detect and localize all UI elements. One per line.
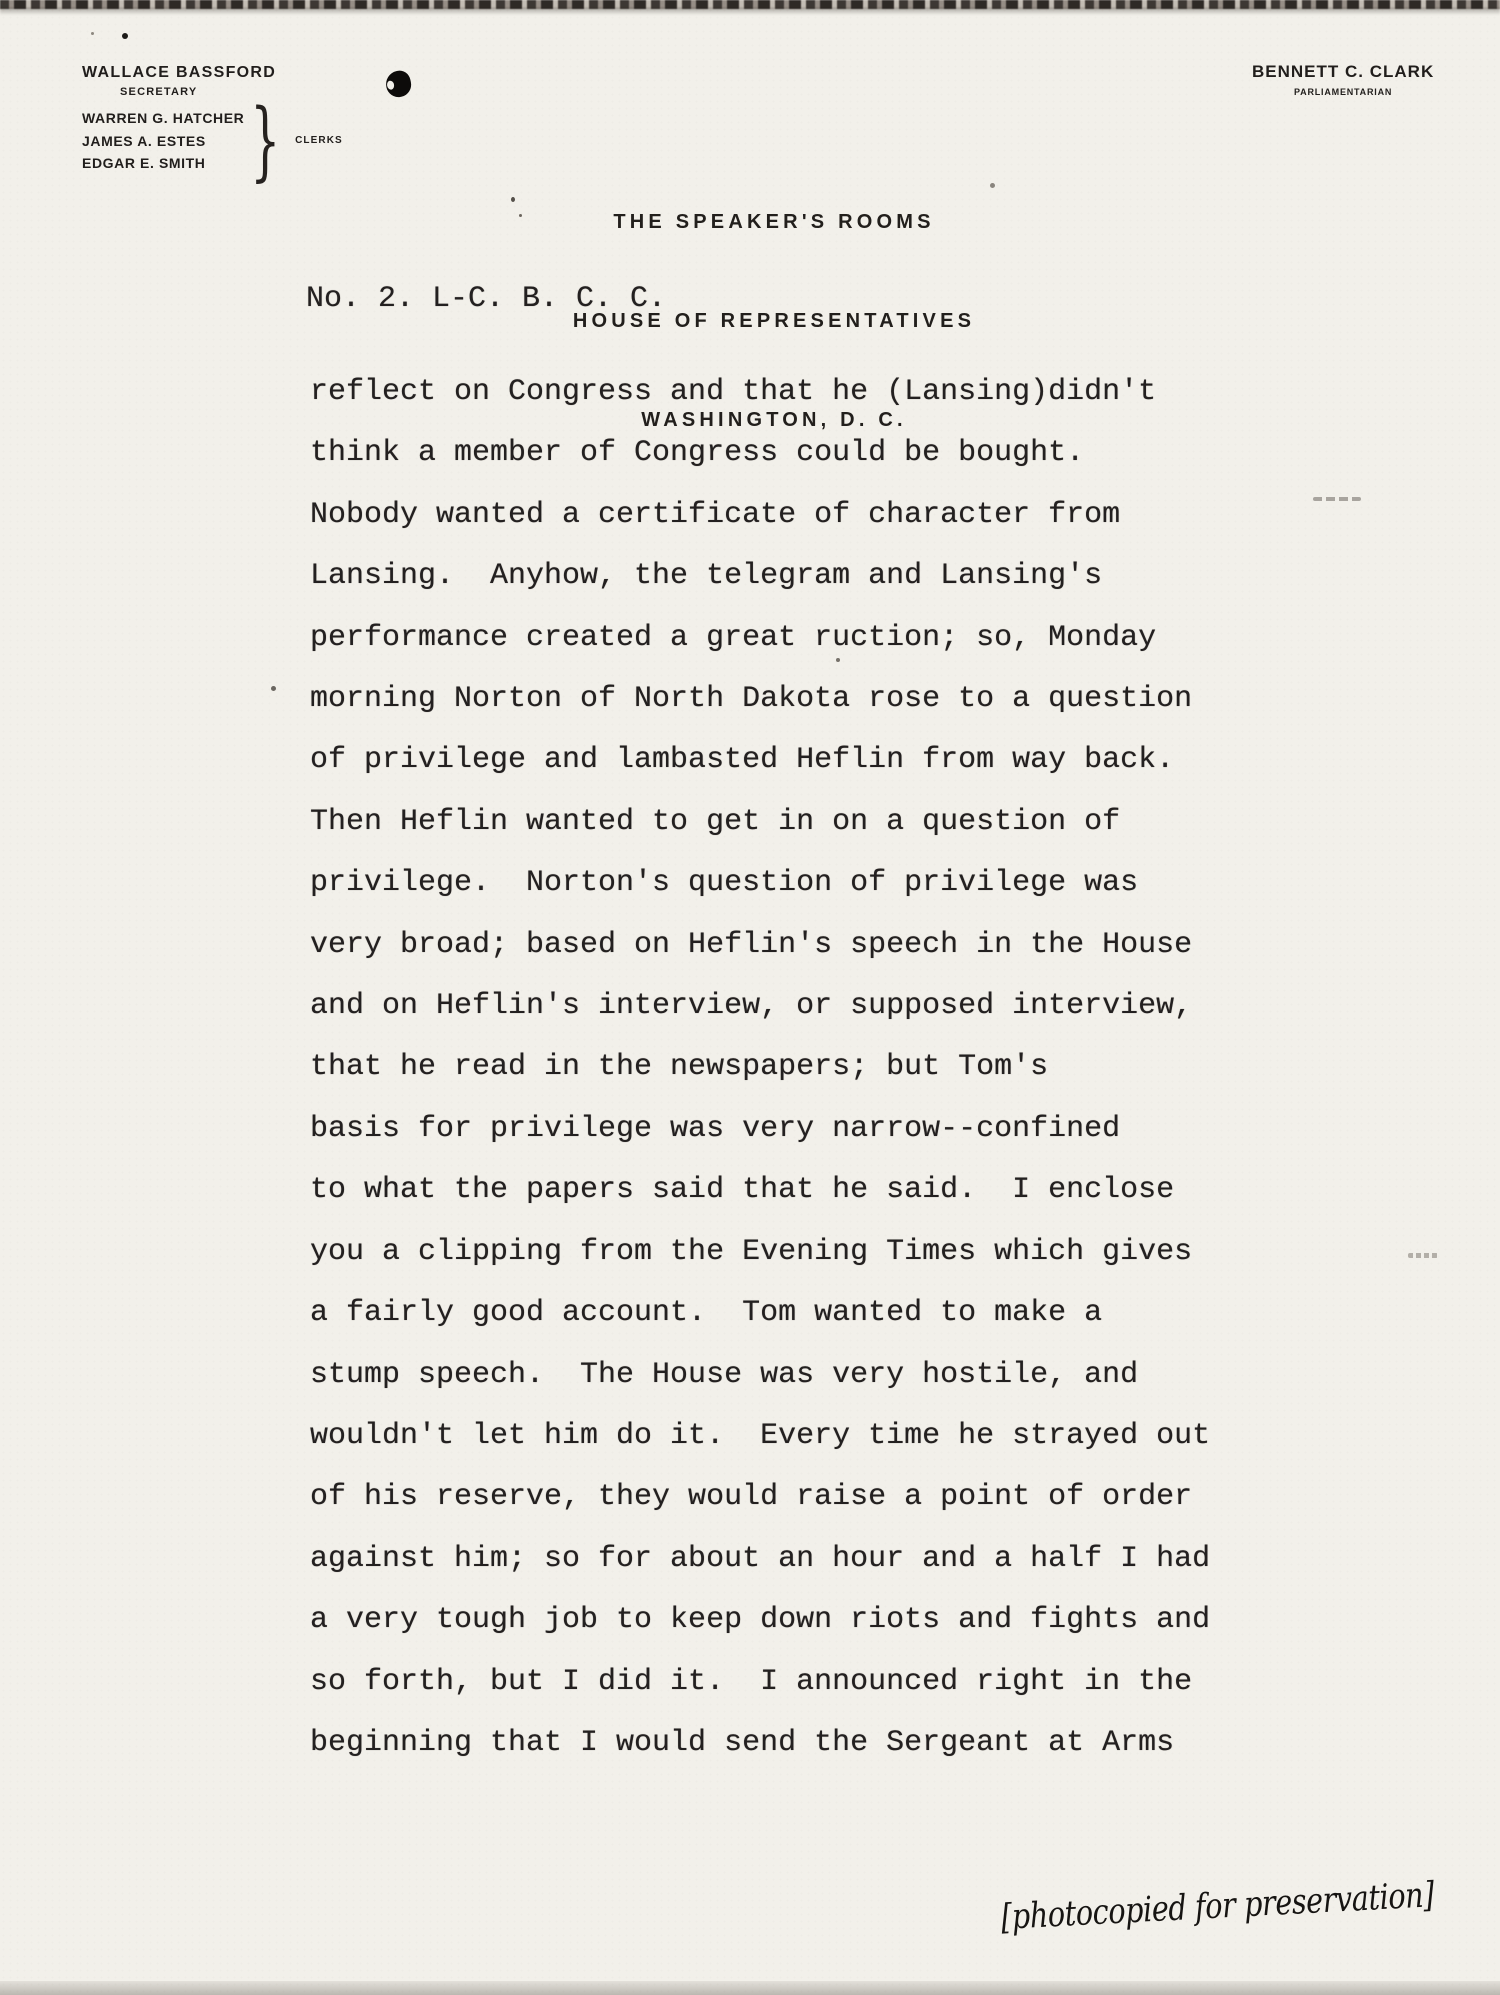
body-line: to what the papers said that he said. I enclose (310, 1173, 1175, 1208)
photocopy-top-edge-fade (0, 8, 1500, 15)
body-line: think a member of Congress could be bought. (310, 436, 1085, 471)
page-reference-line: No. 2. L-C. B. C. C. (306, 282, 667, 316)
body-line: so forth, but I did it. I announced right in the (310, 1664, 1193, 1699)
ink-speck (511, 197, 515, 202)
body-line: stump speech. The House was very hostile, and (310, 1357, 1139, 1392)
body-line: that he read in the newspapers; but Tom's (310, 1050, 1049, 1085)
ink-speck (519, 214, 522, 217)
ink-speck (836, 658, 840, 662)
letterhead-left (82, 64, 343, 191)
ink-speck (122, 33, 128, 39)
letterhead-line-2: HOUSE OF REPRESENTATIVES (572, 310, 976, 332)
clerk-names-list (82, 107, 244, 175)
clerks-label: CLERKS (295, 135, 343, 147)
clerks-group: WARREN G. HATCHER JAMES A. ESTES EDGAR E. SMITH } CLERKS (82, 90, 343, 191)
ink-speck (91, 32, 94, 35)
body-line: you a clipping from the Evening Times which gives (310, 1234, 1193, 1269)
body-line: Then Heflin wanted to get in on a question of (310, 804, 1121, 839)
letterhead-line-3: WASHINGTON, D. C. (641, 409, 907, 431)
letterhead-right (1252, 62, 1434, 97)
body-line: morning Norton of North Dakota rose to a question (310, 682, 1193, 717)
secretary-name: WALLACE BASSFORD (82, 64, 277, 81)
clerk-name: WARREN G. HATCHER (82, 110, 245, 126)
body-line: beginning that I would send the Sergeant at Arms (310, 1725, 1175, 1760)
clerk-name: EDGAR E. SMITH (82, 155, 206, 171)
body-line: basis for privilege was very narrow--confined (310, 1111, 1121, 1146)
faint-dash-artifact (1408, 1253, 1438, 1258)
parliamentarian-title: PARLIAMENTARIAN (1294, 87, 1393, 97)
letterhead-line-1: THE SPEAKER'S ROOMS (613, 211, 935, 233)
body-line: and on Heflin's interview, or supposed interview, (310, 989, 1193, 1024)
letter-body (310, 362, 1210, 1774)
faint-dash-artifact (1313, 497, 1361, 501)
body-line: performance created a great ruction; so, Monday (310, 620, 1157, 655)
secretary-title: SECRETARY (120, 86, 198, 98)
body-line: against him; so for about an hour and a half I had (310, 1541, 1211, 1576)
body-line: Lansing. Anyhow, the telegram and Lansing's (310, 559, 1103, 594)
ink-speck (271, 686, 276, 691)
body-line: of privilege and lambasted Heflin from way back. (310, 743, 1175, 778)
body-line: a very tough job to keep down riots and fights and (310, 1603, 1211, 1638)
ink-speck (990, 183, 995, 188)
body-line: Nobody wanted a certificate of character from (310, 497, 1121, 532)
body-line: very broad; based on Heflin's speech in the House (310, 927, 1193, 962)
clerk-name: JAMES A. ESTES (82, 132, 206, 149)
body-line: wouldn't let him do it. Every time he strayed out (310, 1418, 1211, 1453)
body-line: privilege. Norton's question of privilege was (310, 866, 1139, 901)
body-line: of his reserve, they would raise a point of order (310, 1480, 1193, 1515)
parliamentarian-name: BENNETT C. CLARK (1252, 62, 1435, 81)
handwritten-note: [photocopied for preservation] (1000, 1875, 1435, 1938)
ink-blot (384, 69, 414, 100)
photocopy-bottom-edge (0, 1981, 1500, 1995)
body-line: a fairly good account. Tom wanted to make a (310, 1296, 1103, 1331)
body-line: reflect on Congress and that he (Lansing)didn't (310, 375, 1157, 409)
